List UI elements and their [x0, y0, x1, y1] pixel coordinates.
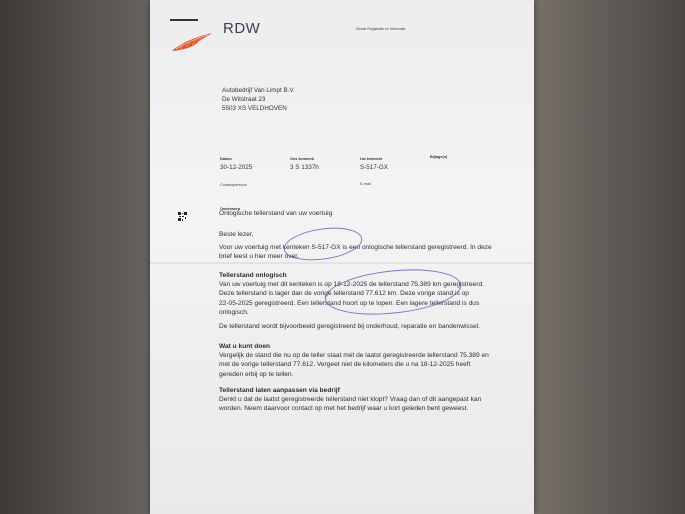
- date-label: Datum: [220, 157, 232, 161]
- our-ref-label: Ons kenmerk: [290, 157, 315, 161]
- section-line: Denkt u dat de laatst geregistreerde tellerstand niet klopt? Vraag dan of dit aangepast kan: [219, 396, 482, 404]
- section-line: worden. Neem daarvoor contact op met het bedrijf waar u kort geleden bent geweest.: [219, 405, 469, 413]
- qr-code-icon: [178, 212, 187, 221]
- logo-text: RDW: [223, 20, 261, 37]
- email-label: E-mail: [360, 182, 371, 186]
- section-line: Van uw voertuig met dit kenteken is op 18-12-2025 de tellerstand 75.389 km geregistreerd.: [219, 281, 484, 289]
- section-adjust: [219, 386, 509, 414]
- section-heading: Tellerstand onlogisch: [219, 272, 287, 279]
- table-surface-left: [0, 0, 155, 514]
- rdw-logo-icon: [170, 28, 216, 54]
- date-value: 30-12-2025: [220, 164, 253, 171]
- your-ref-label: Uw kenmerk: [360, 157, 383, 161]
- subject-value: Onlogische tellerstand van uw voertuig: [219, 210, 333, 217]
- intro-line: Voor uw voertuig met kenteken S-517-GX is een onlogische tellerstand geregistreerd. In deze: [219, 244, 492, 251]
- your-ref-value: S-517-GX: [360, 164, 388, 171]
- section-line: Vergelijk de stand die nu op de teller staat met de laatst geregistreerde tellerstand 75.389 en: [219, 352, 489, 360]
- attachments-label: Bijlage(n): [430, 155, 448, 159]
- section-line: onlogisch.: [219, 308, 249, 316]
- section-line: met de vorige tellerstand 77.612. Vergeet niet de kilometers die u na 18-12-2025 heeft: [219, 361, 471, 369]
- recipient-name: Autobedrijf Van Limpt B.V.: [222, 87, 295, 94]
- intro-paragraph: [219, 243, 509, 261]
- letter-page: [150, 0, 534, 514]
- recipient-city: 5503 XS VELDHOVEN: [222, 105, 287, 112]
- registration-paragraph: De tellerstand wordt bijvoorbeeld geregistreerd bij onderhoud, reparatie en bandenwissel.: [219, 323, 480, 330]
- recipient-address: [222, 86, 295, 113]
- section-line: gereden erbij op te tellen.: [219, 370, 294, 378]
- section-line: Deze tellerstand is lager dan de vorige tellerstand 77.612 km. Deze vorige stand is op: [219, 290, 469, 298]
- section-heading: Wat u kunt doen: [219, 343, 271, 350]
- section-heading: Tellerstand laten aanpassen via bedrijf: [219, 387, 340, 394]
- our-ref-value: 3 S 1337h: [290, 164, 319, 171]
- intro-line: brief leest u hier meer over.: [219, 253, 299, 261]
- section-odometer: [219, 271, 509, 317]
- contact-label: Contactpersoon: [220, 183, 247, 187]
- section-what-to-do: [219, 342, 509, 379]
- table-surface-right: [530, 0, 685, 514]
- logo-bar: [170, 19, 198, 21]
- subject-label: Onderwerp: [220, 207, 241, 211]
- section-line: 22-05-2025 geregistreerd. Een tellerstand hoort op te lopen. Een lagere tellerstand is dus: [219, 299, 480, 307]
- division-name: Divisie Registratie en Informatie: [356, 27, 406, 31]
- greeting: Beste lezer,: [219, 231, 254, 238]
- paper-fold: [150, 262, 534, 264]
- recipient-street: De Witstraat 23: [222, 96, 266, 103]
